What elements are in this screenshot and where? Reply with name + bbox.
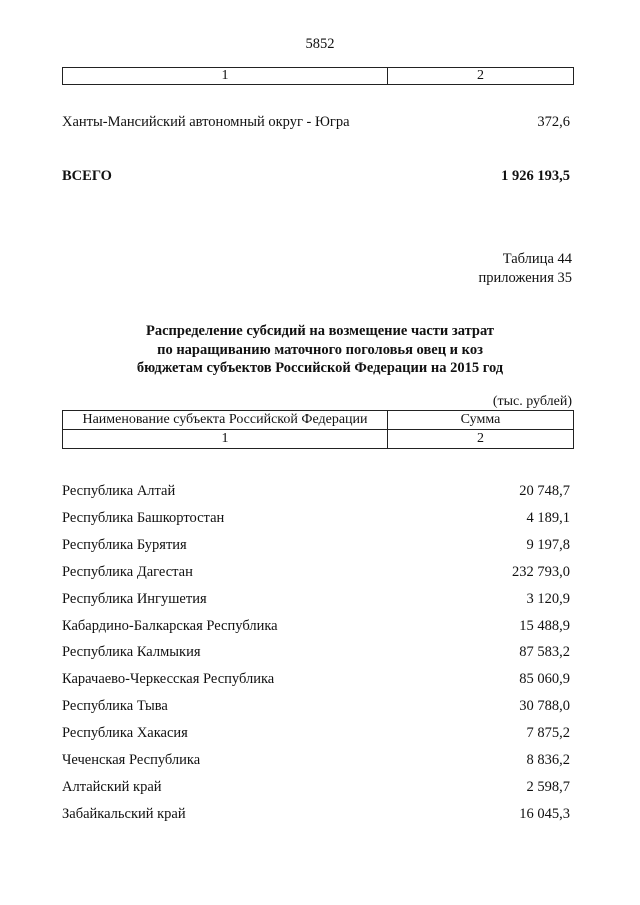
table-row: [62, 617, 570, 635]
table-row: [62, 670, 570, 688]
region-value: 372,6: [537, 114, 570, 130]
table-reference: [479, 250, 572, 288]
title-line-1: Распределение субсидий на возмещение части затрат: [146, 323, 494, 339]
table-row: [62, 590, 570, 608]
region-value: 3 120,9: [526, 590, 570, 607]
region-name: Республика Алтай: [62, 483, 176, 499]
column-number-1: 1: [63, 430, 388, 448]
region-value: 15 488,9: [519, 617, 570, 634]
table-row: [62, 563, 570, 581]
region-value: 2 598,7: [526, 778, 570, 795]
region-value: 16 045,3: [519, 805, 570, 822]
appendix-number: приложения 35: [478, 270, 572, 286]
region-name: Республика Бурятия: [62, 536, 187, 553]
document-title: [0, 322, 640, 378]
title-line-3: бюджетам субъектов Российской Федерации на 2015 год: [136, 360, 504, 376]
region-name: Республика Калмыкия: [62, 644, 201, 661]
region-name: Кабардино-Балкарская Республика: [62, 617, 278, 634]
region-name: Республика Хакасия: [62, 725, 188, 742]
region-name: Республика Башкортостан: [62, 509, 225, 526]
region-value: 85 060,9: [519, 671, 570, 688]
table-row: [62, 751, 570, 769]
column-number-2: 2: [477, 431, 484, 446]
sum-column-header: Сумма: [460, 412, 501, 427]
region-value: 7 875,2: [526, 725, 570, 742]
table-row: [62, 724, 570, 742]
region-name: Республика Тыва: [62, 698, 168, 715]
table-number: Таблица 44: [502, 251, 572, 267]
region-value: 9 197,8: [526, 536, 570, 553]
table-row: [62, 805, 570, 823]
region-name: Карачаево-Черкесская Республика: [62, 671, 275, 688]
table-row: [62, 482, 570, 500]
units-label: (тыс. рублей): [492, 394, 572, 409]
region-name: Забайкальский край: [62, 805, 186, 822]
continuation-table-header: [62, 67, 574, 85]
region-name: Ханты-Мансийский автономный округ - Югра: [62, 114, 350, 130]
table-row: [62, 697, 570, 715]
region-name: Республика Ингушетия: [62, 590, 207, 607]
name-column-header: Наименование субъекта Российской Федерации: [63, 411, 388, 429]
region-value: 20 748,7: [519, 483, 570, 499]
table-row: [62, 509, 570, 527]
region-value: 87 583,2: [519, 644, 570, 661]
region-name: Республика Дагестан: [62, 563, 193, 580]
total-label: ВСЕГО: [62, 168, 112, 184]
page-number: 5852: [305, 36, 335, 52]
column-number-1: 1: [63, 68, 388, 84]
region-value: 8 836,2: [526, 752, 570, 768]
table-row: [62, 536, 570, 554]
title-line-2: по наращиванию маточного поголовья овец и коз: [157, 341, 483, 358]
column-number-2: 2: [477, 68, 484, 83]
region-name: Алтайский край: [62, 778, 162, 795]
total-row: [62, 167, 570, 185]
table-row: [62, 643, 570, 661]
region-value: 4 189,1: [526, 509, 570, 526]
table-row: [62, 778, 570, 796]
region-value: 30 788,0: [519, 698, 570, 715]
total-value: 1 926 193,5: [501, 168, 570, 184]
table-header: [62, 410, 574, 449]
region-value: 232 793,0: [512, 563, 570, 580]
region-name: Чеченская Республика: [62, 752, 201, 768]
table-row: [62, 113, 570, 131]
